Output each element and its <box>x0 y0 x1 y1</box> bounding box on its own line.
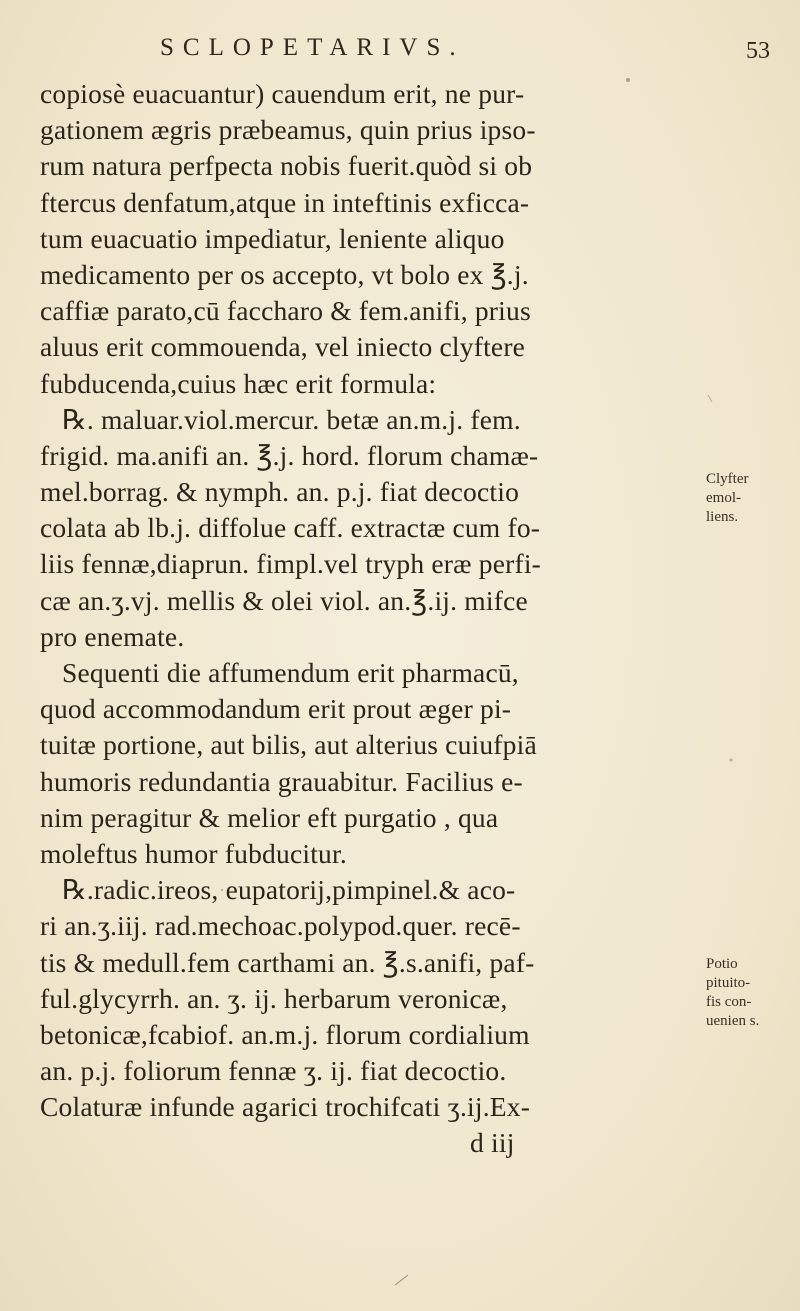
marginal-line: Potio <box>706 956 738 972</box>
text-line: liis fennæ,diaprun. fimpl.vel tryph eræ perfi- <box>40 548 542 580</box>
signature-mark: d iij <box>470 1127 515 1159</box>
text-line: colata ab lb.j. diffolue caff. extractæ cum fo- <box>40 512 541 544</box>
marginal-line: emol- <box>706 490 741 506</box>
text-line: nim peragitur & melior eft purgatio , qua <box>40 801 499 833</box>
main-text-block <box>40 76 680 1162</box>
text-line: rum natura perfpecta nobis fuerit.quòd si ob <box>40 150 533 182</box>
running-title: SCLOPETARIVS. <box>160 34 465 61</box>
text-line: quod accommodandum erit prout æger pi- <box>40 693 512 725</box>
recipe-line: ℞.radic.ireos, eupatorij,pimpinel.& aco- <box>62 874 516 906</box>
marginal-note-clyster <box>706 470 796 527</box>
text-line: tis & medull.fem carthami an. ℥.s.anifi, paf- <box>40 946 535 978</box>
text-line: frigid. ma.anifi an. ℥.j. hord. florum chamæ- <box>40 439 539 471</box>
text-line: Colaturæ infunde agarici trochifcati ʒ.ij.Ex- <box>40 1091 531 1123</box>
text-line: aluus erit commouenda, vel iniecto clyftere <box>40 331 526 363</box>
text-line: humoris redundantia grauabitur. Facilius e- <box>40 765 523 797</box>
text-line: tum euacuatio impediatur, leniente aliquo <box>40 222 505 254</box>
text-line: tuitæ portione, aut bilis, aut alterius cuiufpiā <box>40 729 537 761</box>
text-line: ful.glycyrrh. an. ʒ. ij. herbarum veronicæ, <box>40 982 508 1014</box>
marginal-note-potio <box>706 955 796 1031</box>
text-line: an. p.j. foliorum fennæ ʒ. ij. fiat decoctio. <box>40 1055 507 1087</box>
marginal-line: fis con- <box>706 994 752 1010</box>
marginal-line: Clyfter <box>706 471 749 487</box>
page-number: 53 <box>746 38 770 64</box>
marginal-line: liens. <box>706 509 739 525</box>
text-line: ri an.ʒ.iij. rad.mechoac.polypod.quer. recē- <box>40 910 521 942</box>
marginal-line: uenien s. <box>706 1013 760 1029</box>
text-line: pro enemate. <box>40 620 185 652</box>
paragraph-start-line: Sequenti die affumendum erit pharmacū, <box>62 657 519 688</box>
text-line: ftercus denfatum,atque in inteftinis exficca- <box>40 186 530 218</box>
text-line: fubducenda,cuius hæc erit formula: <box>40 367 437 399</box>
text-line: copiosè euacuantur) cauendum erit, ne pur- <box>40 78 525 109</box>
text-line: gationem ægris præbeamus, quin prius ipso- <box>40 114 536 146</box>
text-line: betonicæ,fcabiof. an.m.j. florum cordialium <box>40 1018 530 1050</box>
text-line: caffiæ parato,cū faccharo & fem.anifi, prius <box>40 295 531 327</box>
text-line: cæ an.ʒ.vj. mellis & olei viol. an.℥.ij. mifce <box>40 584 528 616</box>
recipe-line: ℞. maluar.viol.mercur. betæ an.m.j. fem. <box>62 403 521 435</box>
text-line: medicamento per os accepto, vt bolo ex ℥.j. <box>40 258 529 290</box>
text-line: mel.borrag. & nymph. an. p.j. fiat decoctio <box>40 476 520 508</box>
text-line: moleftus humor fubducitur. <box>40 837 347 869</box>
marginal-line: pituito- <box>706 975 751 991</box>
